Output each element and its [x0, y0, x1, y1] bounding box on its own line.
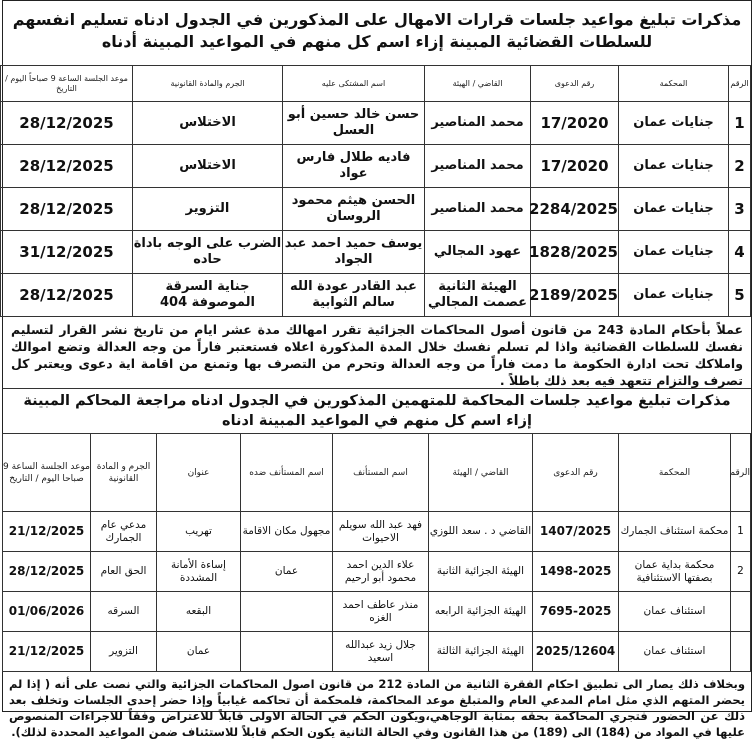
- table-row: [1, 274, 751, 317]
- header-cell: الجرم والمادة القانونية: [133, 66, 283, 102]
- table-row: [3, 632, 751, 672]
- cell-index: [731, 632, 751, 672]
- cell-court: جنايات عمان: [619, 231, 729, 274]
- table-row: [1, 188, 751, 231]
- table-row: [1, 145, 751, 188]
- cell-date: 28/12/2025: [1, 274, 133, 317]
- header-cell: اسم المستأنف ضده: [241, 434, 333, 512]
- cell-appellant: جلال زيد عبدالله اسعيد: [333, 632, 429, 672]
- cell-index: 5: [729, 274, 751, 317]
- cell-name: يوسف حميد احمد عبد الجواد: [283, 231, 425, 274]
- cell-judge: محمد المناصير: [425, 102, 531, 145]
- header-cell: القاضي / الهيئة: [425, 66, 531, 102]
- header-cell: رقم الدعوى: [533, 434, 619, 512]
- cell-address: البقعه: [157, 592, 241, 632]
- cell-judge: الهيئة الثانية عصمت المجالي: [425, 274, 531, 317]
- header-cell: المحكمة: [619, 434, 731, 512]
- cell-address: إساءة الأمانة المشددة: [157, 552, 241, 592]
- cell-case-number: 17/2020: [531, 102, 619, 145]
- cell-case-number: 2025/12604: [533, 632, 619, 672]
- table-row: [3, 512, 751, 552]
- table-row: [1, 231, 751, 274]
- header-cell: اسم المشتكى عليه: [283, 66, 425, 102]
- cell-name: الحسن هيثم محمود الروسان: [283, 188, 425, 231]
- cell-appellee: مجهول مكان الاقامة: [241, 512, 333, 552]
- header-cell: القاضي / الهيئة: [429, 434, 533, 512]
- cell-case-number: 7695-2025: [533, 592, 619, 632]
- cell-date: 28/12/2025: [1, 102, 133, 145]
- cell-date: 21/12/2025: [3, 512, 91, 552]
- cell-address: تهريب: [157, 512, 241, 552]
- cell-judge: عهود المجالي: [425, 231, 531, 274]
- cell-court: جنايات عمان: [619, 274, 729, 317]
- cell-judge: محمد المناصير: [425, 145, 531, 188]
- table-row: [3, 552, 751, 592]
- notice2-footer: وبخلاف ذلك يصار الى تطبيق احكام الفقرة الثانية من المادة 212 من قانون اصول المحاكمات الجزائية والتي نصت على أنه ( إذا لم يحضر المتهم الذي مثل امام المدعي العام والمتبلغ موعد المحاكمة، فلمحكمة أن تحاكمه غيابياً وإذا حضر إحدى الجلسات وتخلف بعد ذلك عن الحضور فتجري المحاكمة بحقه بمثابة الوجاهي،ويكون الحكم في الحالة الاولى قابلاً للاعتراض وفقاً للاجراءات المنصوص عليها في المواد من (184) الى (189) من هذا القانون وفي الحالة الثانية يكون الحكم قابلاً للاستئناف ضمن المواعيد المحددة لذلك).: [9, 677, 745, 739]
- cell-charge: الحق العام: [91, 552, 157, 592]
- cell-court: استئناف عمان: [619, 592, 731, 632]
- cell-date: 21/12/2025: [3, 632, 91, 672]
- cell-appellant: علاء الدين احمد محمود أبو ارحيم: [333, 552, 429, 592]
- header-cell: الرقم: [731, 434, 751, 512]
- cell-index: [731, 592, 751, 632]
- cell-index: 3: [729, 188, 751, 231]
- cell-date: 31/12/2025: [1, 231, 133, 274]
- cell-court: جنايات عمان: [619, 188, 729, 231]
- cell-appellant: منذر عاطف احمد الغزه: [333, 592, 429, 632]
- cell-index: 1: [731, 512, 751, 552]
- cell-court: جنايات عمان: [619, 145, 729, 188]
- cell-case-number: 1498-2025: [533, 552, 619, 592]
- cell-charge: جناية السرقة الموصوفة 404: [133, 274, 283, 317]
- cell-judge: محمد المناصير: [425, 188, 531, 231]
- cell-judge: الهيئة الجزائية الثانية: [429, 552, 533, 592]
- cell-court: محكمة بداية عمان بصفتها الاستئنافية: [619, 552, 731, 592]
- header-cell: اسم المستأنف: [333, 434, 429, 512]
- cell-judge: الهيئة الجزائية الرابعه: [429, 592, 533, 632]
- cell-charge: التزوير: [133, 188, 283, 231]
- cell-charge: الاختلاس: [133, 145, 283, 188]
- cell-name: عبد القادر عودة الله سالم الثوابية: [283, 274, 425, 317]
- table-header-row: [3, 434, 751, 512]
- cell-date: 28/12/2025: [3, 552, 91, 592]
- cell-judge: الهيئة الجزائية الثالثة: [429, 632, 533, 672]
- cell-name: فاديه طلال فارس عواد: [283, 145, 425, 188]
- notice2-title: مذكرات تبليغ مواعيد جلسات المحاكمة للمتهمين المذكورين في الجدول ادناه مراجعة المحاكم المبينة إزاء اسم كل منهم في المواعيد المبينة ادناه: [23, 393, 731, 429]
- cell-charge: الاختلاس: [133, 102, 283, 145]
- cell-judge: القاضي د . سعد اللوزي: [429, 512, 533, 552]
- cell-case-number: 17/2020: [531, 145, 619, 188]
- cell-court: جنايات عمان: [619, 102, 729, 145]
- cell-index: 2: [729, 145, 751, 188]
- cell-address: عمان: [157, 632, 241, 672]
- cell-name: حسن خالد حسين أبو العسل: [283, 102, 425, 145]
- notice1-footer: عملاً بأحكام المادة 243 من قانون أصول المحاكمات الجزائية تقرر امهالك مدة عشر ايام من تاريخ نشر القرار لتسليم نفسك للسلطات القضائية واذا لم تسلم نفسك خلال المدة المذكورة اعلاه فستعتبر فاراً من وجه العدالة وتضع اموالك واملاكك تحت ادارة الحكومة ما دمت فاراً من وجه العدالة وتحرم من التصرف بها وتمنع من اقامة اية دعوى ويعتبر كل تصرف والتزام تتعهد فيه بعد ذلك باطلاً .: [3, 317, 751, 389]
- header-cell: المحكمة: [619, 66, 729, 102]
- cell-charge: مدعي عام الجمارك: [91, 512, 157, 552]
- notice2-table: [2, 433, 751, 672]
- table-row: [3, 592, 751, 632]
- header-cell: عنوان: [157, 434, 241, 512]
- table-row: [1, 102, 751, 145]
- header-cell: موعد الجلسة الساعة 9 صباحا اليوم / التاريخ: [3, 434, 91, 512]
- cell-date: 01/06/2026: [3, 592, 91, 632]
- cell-date: 28/12/2025: [1, 188, 133, 231]
- cell-appellee: عمان: [241, 552, 333, 592]
- cell-court: محكمة استئناف الجمارك: [619, 512, 731, 552]
- cell-charge: التزوير: [91, 632, 157, 672]
- cell-case-number: 2189/2025: [531, 274, 619, 317]
- notice1-table: [0, 65, 751, 317]
- header-cell: الرقم: [729, 66, 751, 102]
- notice-page: [2, 0, 752, 739]
- cell-case-number: 1407/2025: [533, 512, 619, 552]
- cell-appellant: فهد عبد الله سويلم الاحيوات: [333, 512, 429, 552]
- notice1-title: مذكرات تبليغ مواعيد جلسات قرارات الامهال على المذكورين في الجدول ادناه تسليم انفسهم للسلطات القضائية المبينة إزاء اسم كل منهم في المواعيد المبينة أدناه: [12, 10, 742, 51]
- cell-index: 1: [729, 102, 751, 145]
- cell-charge: السرقه: [91, 592, 157, 632]
- cell-index: 2: [731, 552, 751, 592]
- cell-index: 4: [729, 231, 751, 274]
- cell-case-number: 2284/2025: [531, 188, 619, 231]
- cell-appellee: [241, 632, 333, 672]
- cell-court: استئناف عمان: [619, 632, 731, 672]
- cell-appellee: [241, 592, 333, 632]
- header-cell: رقم الدعوى: [531, 66, 619, 102]
- table-header-row: [1, 66, 751, 102]
- header-cell: الجرم و المادة القانونية: [91, 434, 157, 512]
- cell-case-number: 1828/2025: [531, 231, 619, 274]
- cell-date: 28/12/2025: [1, 145, 133, 188]
- cell-charge: الضرب على الوجه باداة حاده: [133, 231, 283, 274]
- header-cell: موعد الجلسة الساعة 9 صباحاً اليوم / التاريخ: [1, 66, 133, 102]
